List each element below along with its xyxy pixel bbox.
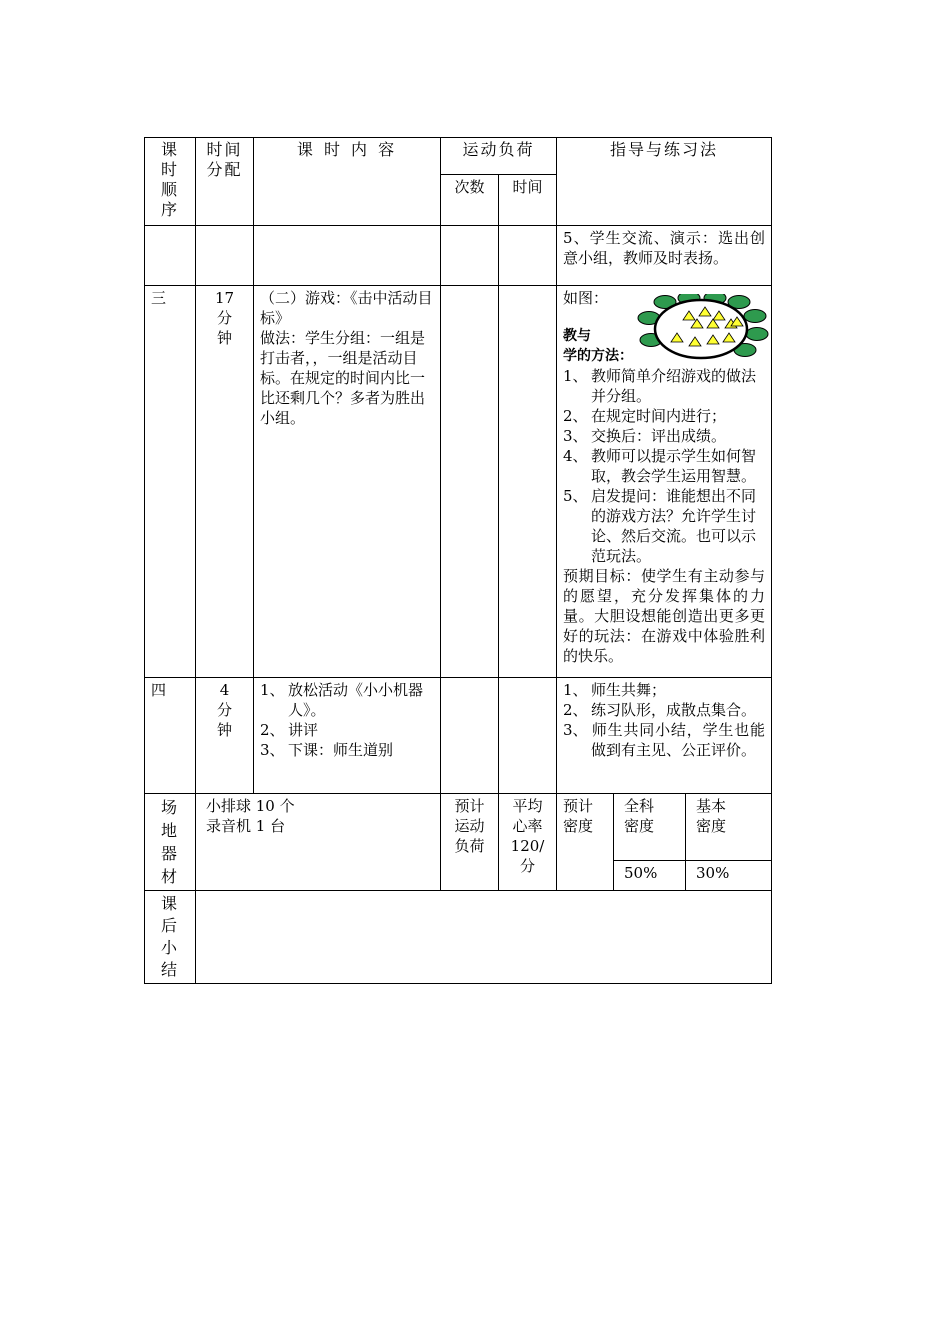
cont-count-cell	[441, 226, 499, 286]
header-method: 指导与练习法	[557, 138, 772, 226]
row-three-method	[557, 286, 772, 678]
header-order: 课 时 顺 序	[145, 138, 196, 226]
game-title: （二）游戏：《击中活动目标》	[260, 289, 433, 327]
cont-order-cell	[145, 226, 196, 286]
header-time-allocation: 时间 分配	[196, 138, 254, 226]
game-description: 做法：学生分组：一组是打击者，，一组是活动目标。在规定的时间内比一比还剩几个？多者为胜出小组。	[260, 329, 426, 427]
row-three-count	[441, 286, 499, 678]
player-circle	[744, 310, 766, 323]
diagram-intro: 如图：	[563, 289, 609, 307]
equipment-label: 场 地 器 材	[145, 794, 196, 891]
list-item: 4、 教师可以提示学生如何智取，教会学生运用智慧。	[563, 447, 757, 485]
summary-label: 课 后 小 结	[145, 891, 196, 984]
row-three-content	[254, 286, 441, 678]
expected-density-label: 预计 密度	[557, 794, 614, 891]
method-heading-2: 学的方法：	[563, 348, 634, 364]
row-four-time: 4 分 钟	[196, 678, 254, 794]
list-item: 2、 讲评	[260, 721, 319, 739]
list-item: 5、 启发提问：谁能想出不同的游戏方法？允许学生讨论、然后交流。也可以示范玩法。	[563, 487, 757, 565]
row-four-count	[441, 678, 499, 794]
row-four-method	[557, 678, 772, 794]
full-density-label: 全科 密度	[614, 794, 686, 861]
row-four-duration	[499, 678, 557, 794]
list-item: 3、 下课：师生道别	[260, 741, 394, 759]
header-content: 课 时 内 容	[254, 138, 441, 226]
expected-goal: 预期目标：使学生有主动参与的愿望，充分发挥集体的力量。大胆设想能创造出更多更好的玩法：在游戏中体验胜利的快乐。	[563, 567, 766, 665]
list-item: 3、 师生共同小结，学生也能做到有主见、公正评价。	[563, 721, 766, 759]
closing-methods	[563, 680, 765, 760]
cont-method-text: 5、学生交流、演示：选出创意小组，教师及时表扬。	[557, 226, 772, 286]
summary-content	[196, 891, 772, 984]
row-four-order: 四	[145, 678, 196, 794]
header-exercise-load: 运动负荷	[441, 138, 557, 175]
lesson-plan-table	[144, 137, 772, 984]
cont-content-cell	[254, 226, 441, 286]
cont-time-cell	[196, 226, 254, 286]
heart-rate-value: 平均 心率 120/ 分	[499, 794, 557, 891]
row-three-duration	[499, 286, 557, 678]
expected-load-label: 预计 运动 负荷	[441, 794, 499, 891]
player-circle	[746, 328, 768, 341]
basic-density-label: 基本 密度	[686, 794, 772, 861]
list-item: 2、 练习队形，成散点集合。	[563, 701, 757, 719]
row-four-content	[254, 678, 441, 794]
row-three-time: 17 分 钟	[196, 286, 254, 678]
game-formation-diagram	[633, 294, 769, 364]
closing-activities	[260, 680, 434, 760]
equipment-list	[196, 794, 441, 891]
list-item: 3、 交换后：评出成绩。	[563, 427, 727, 445]
list-item: 1、 放松活动《小小机器人》。	[260, 681, 424, 719]
row-three-order: 三	[145, 286, 196, 678]
method-steps	[563, 366, 765, 566]
header-duration: 时间	[499, 175, 557, 226]
equipment-item: 小排球 10 个	[206, 797, 295, 815]
list-item: 1、 师生共舞；	[563, 681, 667, 699]
target-ring	[655, 300, 747, 358]
equipment-item: 录音机 1 台	[206, 817, 286, 835]
method-heading-1: 教与	[563, 328, 592, 344]
header-count: 次数	[441, 175, 499, 226]
list-item: 1、 教师简单介绍游戏的做法并分组。	[563, 367, 757, 405]
list-item: 2、 在规定时间内进行；	[563, 407, 727, 425]
basic-density-value: 30%	[686, 861, 772, 891]
full-density-value: 50%	[614, 861, 686, 891]
cont-duration-cell	[499, 226, 557, 286]
